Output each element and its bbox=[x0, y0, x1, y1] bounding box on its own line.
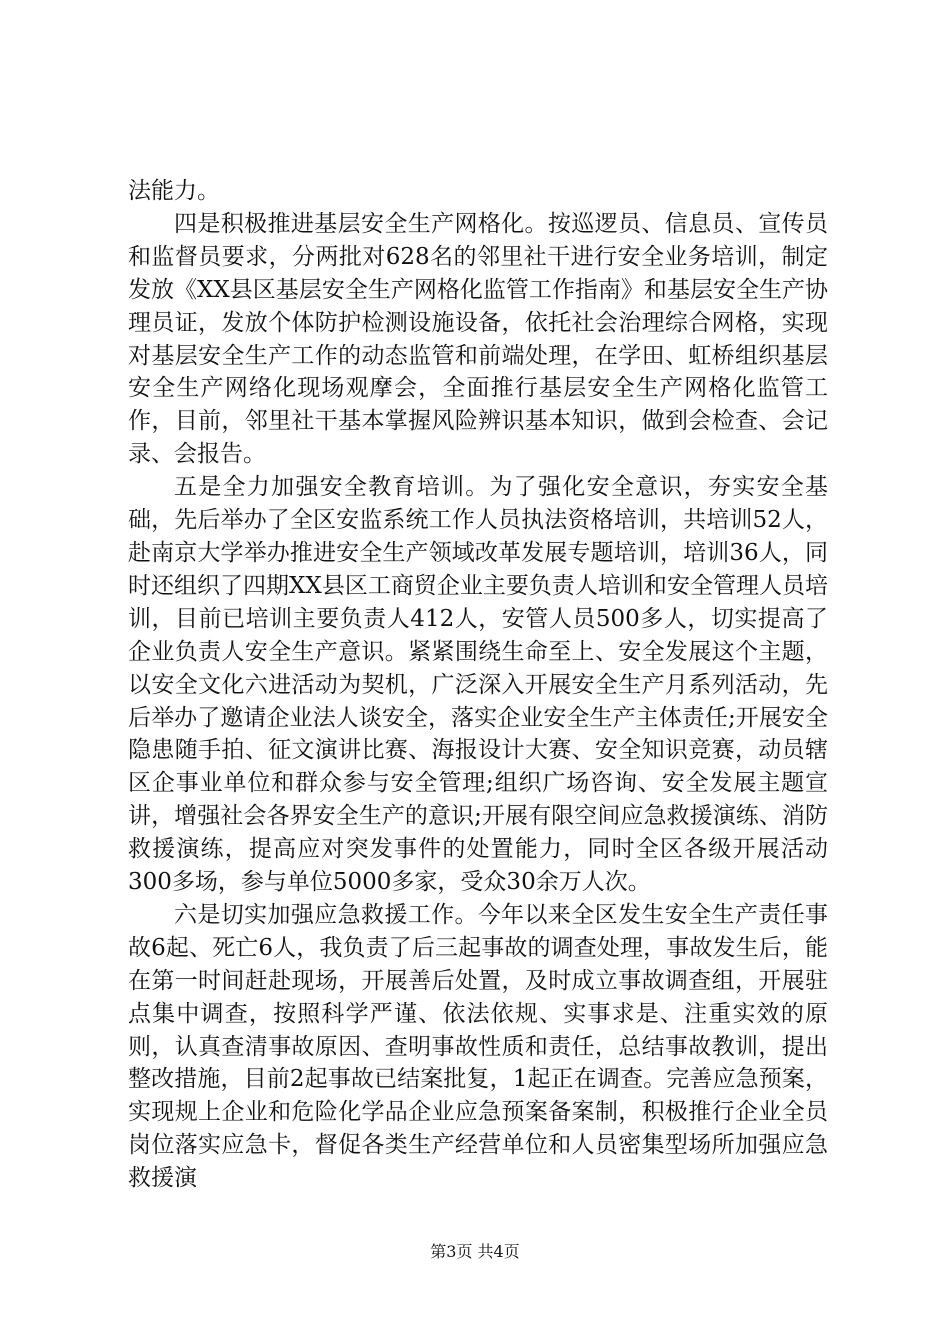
paragraph-item-five: 五是全力加强安全教育培训。为了强化安全意识，夯实安全基础，先后举办了全区安监系统工作人员执法资格培训，共培训52人，赴南京大学举办推进安全生产领域改革发展专题培训，培训36人，同时还组织了四期XX县区工商贸企业主要负责人培训和安全管理人员培训，目前已培训主要负责人412人，安管人员500多人，切实提高了企业负责人安全生产意识。紧紧围绕生命至上、安全发展这个主题，以安全文化六进活动为契机，广泛深入开展安全生产月系列活动，先后举办了邀请企业法人谈安全，落实企业安全生产主体责任;开展安全隐患随手拍、征文演讲比赛、海报设计大赛、安全知识竞赛，动员辖区企事业单位和群众参与安全管理;组织广场咨询、安全发展主题宣讲，增强社会各界安全生产的意识;开展有限空间应急救援演练、消防救援演练，提高应对突发事件的处置能力，同时全区各级开展活动300多场，参与单位5000多家，受众30余万人次。 bbox=[128, 474, 828, 896]
document-body bbox=[128, 175, 828, 1195]
paragraph-item-six: 六是切实加强应急救援工作。今年以来全区发生安全生产责任事故6起、死亡6人，我负责了后三起事故的调查处理，事故发生后，能在第一时间赶赴现场，开展善后处置，及时成立事故调查组，开展驻点集中调查，按照科学严谨、依法依规、实事求是、注重实效的原则，认真查清事故原因、查明事故性质和责任，总结事故教训，提出整改措施，目前2起事故已结案批复，1起正在调查。完善应急预案，实现规上企业和危险化学品企业应急预案备案制，积极推行企业全员岗位落实应急卡，督促各类生产经营单位和人员密集型场所加强应急救援演 bbox=[128, 901, 828, 1192]
paragraph-continuation: 法能力。 bbox=[128, 178, 220, 204]
page-number-footer: 第3页 共4页 bbox=[430, 1242, 520, 1261]
paragraph-item-four: 四是积极推进基层安全生产网格化。按巡逻员、信息员、宣传员和监督员要求，分两批对628名的邻里社干进行安全业务培训，制定发放《XX县区基层安全生产网格化监管工作指南》和基层安全生产协理员证，发放个体防护检测设施设备，依托社会治理综合网格，实现对基层安全生产工作的动态监管和前端处理，在学田、虹桥组织基层安全生产网络化现场观摩会，全面推行基层安全生产网格化监管工作，目前，邻里社干基本掌握风险辨识基本知识，做到会检查、会记录、会报告。 bbox=[128, 210, 828, 468]
